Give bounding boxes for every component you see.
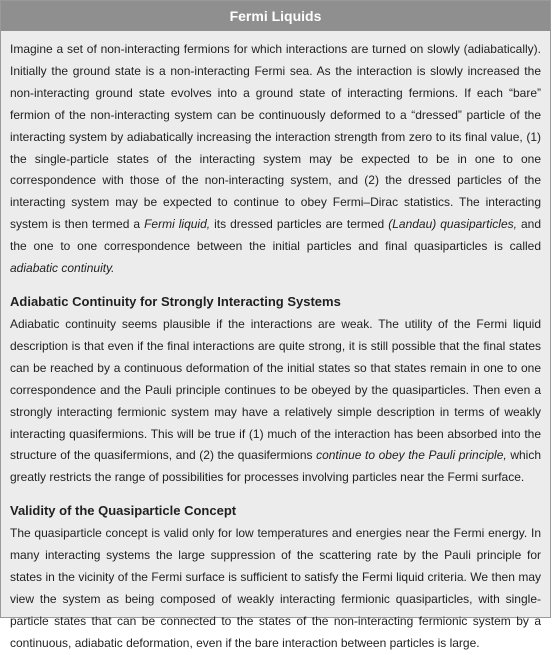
section1-text-1: Adiabatic continuity seems plausible if the interactions are weak. The utility of the Fermi liquid description is that even if the final interactions are quite strong, it is still possible that the final states can be reached by a continuous deformation of the initial states so that states remain in one to one correspondence and the Pauli principle continues to be obeyed by the quasiparticles. Then even a strongly interacting fermionic system may have a relatively simple description in terms of weakly interacting quasifermions. This will be true if (1) much of the interaction has been absorbed into the structure of the quasifermions, and (2) the quasifermions: [10, 316, 541, 463]
intro-term-quasiparticles: (Landau) quasiparticles,: [388, 217, 517, 232]
intro-text-2: its dressed particles are termed: [210, 217, 389, 232]
intro-text-3: and the one to one correspondence between the initial particles and final quasiparticles is called: [10, 217, 541, 254]
intro-term-fermi-liquid: Fermi liquid,: [144, 217, 211, 232]
intro-paragraph: [10, 39, 541, 280]
intro-term-adiabatic-continuity: adiabatic continuity.: [10, 261, 115, 276]
section-paragraph-adiabatic-continuity: [10, 314, 541, 489]
intro-text-1: Imagine a set of non-interacting fermions for which interactions are turned on slowly (adiabatically). Initially the ground state is a non-interacting Fermi sea. As the interaction is slowly increased the non-interacting ground state evolves into a ground state of interacting fermions. If each “bare” fermion of the non-interacting system can be continuously deformed to a “dressed” particle of the interacting system by adiabatically increasing the interaction strength from zero to its final value, (1) the single-particle states of the interacting system may be expected to be in one to one correspondence with those of the non-interacting system, and (2) the dressed particles of the interacting system may be expected to continue to obey Fermi–Dirac statistics. The interacting system is then termed a: [10, 42, 541, 232]
box-content: [1, 31, 550, 655]
section1-emphasis: continue to obey the Pauli principle,: [316, 448, 507, 463]
section-heading-adiabatic-continuity: Adiabatic Continuity for Strongly Interacting Systems: [10, 293, 341, 309]
box-title: Fermi Liquids: [1, 1, 550, 31]
section-paragraph-quasiparticle-validity: The quasiparticle concept is valid only for low temperatures and energies near the Fermi energy. In many interacting systems the large suppression of the scattering rate by the Pauli principle for states in the vicinity of the Fermi surface is sufficient to satisfy the Fermi liquid criteria. We then may view the system as being composed of weakly interacting fermionic quasiparticles, with single-particle states that can be connected to the states of the non-interacting fermionic system by a continuous, adiabatic deformation, even if the bare interaction between particles is large.: [10, 526, 541, 650]
section-heading-quasiparticle-validity: Validity of the Quasiparticle Concept: [10, 503, 237, 519]
section1-text-2: which greatly restricts the range of possibilities for processes involving particles near the Fermi surface.: [10, 448, 542, 485]
